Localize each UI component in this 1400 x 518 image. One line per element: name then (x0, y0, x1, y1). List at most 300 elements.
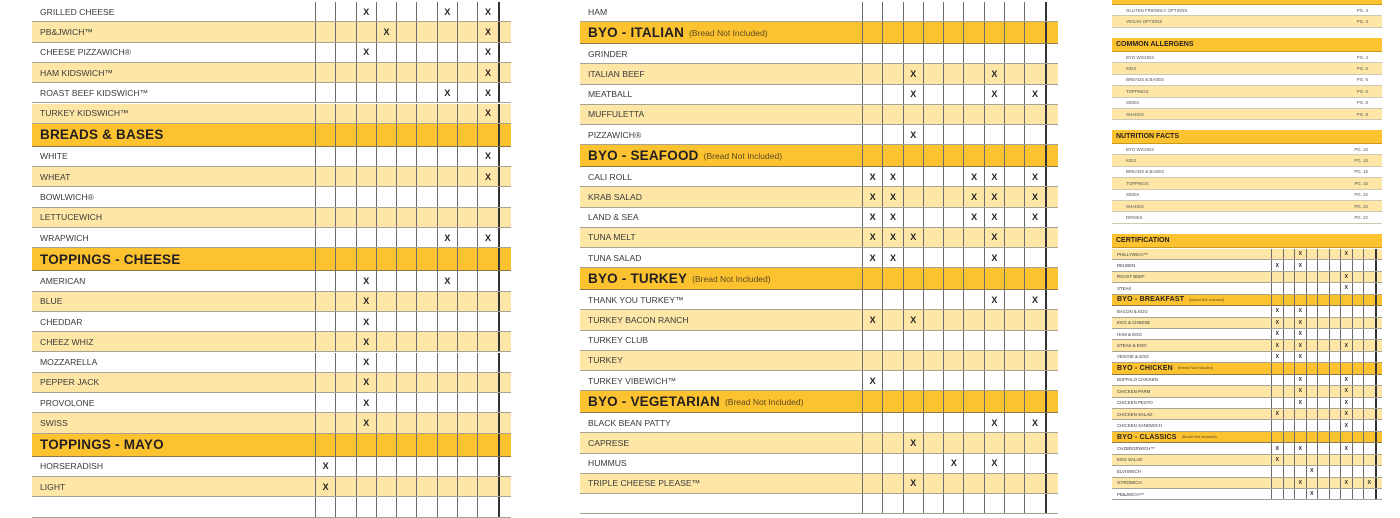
allergen-cell (335, 248, 355, 270)
allergen-cell (903, 145, 923, 166)
allergen-cell (498, 228, 511, 247)
allergen-cell (356, 332, 376, 351)
allergen-cell (315, 477, 335, 496)
allergen-cell (1329, 432, 1341, 443)
allergen-cell (923, 105, 943, 124)
allergen-cell (963, 371, 983, 390)
allergen-cell (416, 2, 436, 21)
allergen-cell (1024, 64, 1044, 83)
allergen-cell (376, 124, 396, 146)
allergen-cell (376, 2, 396, 21)
allergen-cell (1329, 409, 1341, 419)
allergen-cell (923, 44, 943, 63)
allergen-cell (1024, 331, 1044, 350)
allergen-cell (356, 83, 376, 102)
allergen-cell (1045, 208, 1058, 227)
allergen-cell (477, 393, 497, 412)
allergen-cell (1375, 340, 1383, 350)
allergen-cell (1340, 318, 1352, 328)
table-row (32, 187, 511, 207)
allergen-cell (862, 22, 882, 43)
table-row (32, 457, 511, 477)
allergen-cell (437, 393, 457, 412)
item-name: BLACK BEAN PATTY (588, 417, 671, 428)
allergen-cell (1363, 386, 1375, 396)
allergen-cell (963, 494, 983, 513)
allergen-cell (437, 292, 457, 311)
allergen-cell (1004, 391, 1024, 412)
section-title-cell (580, 391, 862, 412)
section-header-row (580, 22, 1058, 44)
allergen-cell (315, 208, 335, 227)
allergen-cell (943, 413, 963, 432)
allergen-cell (437, 271, 457, 290)
allergen-cell (1024, 371, 1044, 390)
allergen-cell (1283, 260, 1295, 270)
allergen-cell (1317, 455, 1329, 465)
item-name: PHILLYWICH™ (1117, 251, 1148, 257)
allergen-cell (862, 125, 882, 144)
allergen-cell (903, 2, 923, 21)
allergen-cell (1294, 489, 1306, 499)
allergen-cell (1024, 187, 1044, 206)
toc-link[interactable] (1112, 109, 1382, 120)
allergen-cell (943, 371, 963, 390)
allergen-cell (416, 43, 436, 62)
allergen-cell (1352, 489, 1364, 499)
allergen-cell (1375, 283, 1383, 293)
toc-link-label: KIDS (1126, 158, 1137, 164)
allergen-cell (963, 290, 983, 309)
allergen-cell (882, 2, 902, 21)
allergen-cell (1004, 413, 1024, 432)
allergen-cell (943, 331, 963, 350)
allergen-cell (1283, 306, 1295, 316)
allergen-cell (376, 271, 396, 290)
allergen-cell (1294, 340, 1306, 350)
table-row (1112, 398, 1382, 409)
allergen-cell (943, 391, 963, 412)
allergen-cell (1363, 455, 1375, 465)
allergen-cell (315, 167, 335, 186)
allergen-cell (437, 208, 457, 227)
allergen-cell (923, 248, 943, 267)
item-name: LETTUCEWICH (40, 212, 103, 223)
allergen-mark: X (910, 68, 917, 79)
allergen-cell (1363, 295, 1375, 306)
allergen-mark: X (889, 252, 896, 263)
allergen-cell (1363, 443, 1375, 453)
allergen-cell (963, 125, 983, 144)
allergen-cell (1283, 466, 1295, 476)
allergen-cell (1306, 340, 1318, 350)
allergen-cell (437, 434, 457, 456)
allergen-cell (1329, 352, 1341, 362)
section-title: BYO - SEAFOOD (588, 148, 699, 164)
allergen-cell (903, 208, 923, 227)
allergen-cell (923, 351, 943, 370)
allergen-cell (416, 477, 436, 496)
item-name: TURKEY BACON RANCH (588, 314, 689, 325)
allergen-cell (1004, 44, 1024, 63)
allergen-cell (335, 63, 355, 82)
toc-link[interactable] (1112, 5, 1382, 16)
allergen-cell (923, 290, 943, 309)
allergen-cell (1283, 478, 1295, 488)
allergen-cell (903, 331, 923, 350)
allergen-cell (882, 351, 902, 370)
allergen-mark: X (1298, 479, 1302, 486)
allergen-mark: X (971, 212, 978, 223)
allergen-cell (984, 268, 1004, 289)
allergen-cell (315, 2, 335, 21)
allergen-cell (416, 353, 436, 372)
table-row (580, 433, 1058, 453)
allergen-cell (882, 22, 902, 43)
allergen-cell (376, 413, 396, 432)
section-title: BYO - VEGETARIAN (588, 394, 720, 410)
allergen-cell (315, 147, 335, 166)
table-row (580, 290, 1058, 310)
allergen-cell (1329, 363, 1341, 374)
allergen-cell (477, 312, 497, 331)
allergen-cell (376, 83, 396, 102)
allergen-mark: X (1032, 191, 1039, 202)
allergen-cell (984, 22, 1004, 43)
allergen-mark: X (322, 481, 329, 492)
allergen-cell (356, 63, 376, 82)
allergen-mark: X (991, 232, 998, 243)
toc-link[interactable] (1112, 144, 1382, 155)
allergen-cell (1271, 272, 1283, 282)
allergen-cell (1363, 420, 1375, 430)
allergen-cell (376, 248, 396, 270)
allergen-cell (1375, 352, 1383, 362)
allergen-cell (1283, 375, 1295, 385)
allergen-cell (335, 271, 355, 290)
table-row (580, 351, 1058, 371)
allergen-cell (1294, 466, 1306, 476)
table-row (1112, 306, 1382, 317)
allergen-cell (1045, 22, 1058, 43)
allergen-cell (882, 290, 902, 309)
allergen-cell (984, 64, 1004, 83)
section-title-cell (32, 248, 315, 270)
toc-link-page: PG. 3 (1356, 19, 1368, 25)
allergen-cell (437, 248, 457, 270)
allergen-cell (1271, 306, 1283, 316)
allergen-cell (1024, 268, 1044, 289)
allergen-mark: X (444, 6, 451, 17)
allergen-cell (1340, 329, 1352, 339)
allergen-mark: X (1032, 212, 1039, 223)
item-name: LIGHT (40, 481, 66, 492)
allergen-cell (376, 434, 396, 456)
allergen-cell (335, 104, 355, 123)
table-row (1112, 375, 1382, 386)
allergen-cell (335, 2, 355, 21)
allergen-cell (1317, 329, 1329, 339)
table-row (580, 331, 1058, 351)
allergen-cell (1340, 386, 1352, 396)
allergen-cell (903, 187, 923, 206)
allergen-cell (903, 85, 923, 104)
section-title: BYO - CLASSICS (1117, 433, 1177, 441)
allergen-cell (963, 268, 983, 289)
allergen-cell (903, 248, 923, 267)
allergen-cell (1306, 466, 1318, 476)
allergen-cell (1004, 331, 1024, 350)
toc-link-page: PG. 15 (1354, 180, 1368, 186)
allergen-cell (335, 187, 355, 206)
allergen-cell (943, 433, 963, 452)
allergen-cell (923, 125, 943, 144)
allergen-cell (984, 187, 1004, 206)
allergen-cell (1004, 208, 1024, 227)
allergen-cell (1024, 248, 1044, 267)
allergen-cell (396, 413, 416, 432)
allergen-cell (498, 63, 511, 82)
allergen-cell (477, 63, 497, 82)
toc-link-label: SIDES (1126, 100, 1140, 106)
allergen-cell (1329, 260, 1341, 270)
section-note: (Bread Not Included) (692, 273, 771, 284)
allergen-cell (1352, 443, 1364, 453)
allergen-cell (1004, 22, 1024, 43)
allergen-cell (1024, 22, 1044, 43)
allergen-cell (1317, 443, 1329, 453)
table-row (1112, 409, 1382, 420)
allergen-cell (437, 228, 457, 247)
allergen-cell (943, 248, 963, 267)
allergen-cell (963, 64, 983, 83)
allergen-cell (1045, 125, 1058, 144)
table-row (1112, 283, 1382, 294)
allergen-cell (923, 474, 943, 493)
item-name (580, 494, 862, 513)
allergen-cell (1340, 283, 1352, 293)
item-name: CHEEZ WHIZ (40, 336, 94, 347)
table-row (32, 373, 511, 393)
toc-link[interactable] (1112, 190, 1382, 201)
allergen-mark: X (991, 171, 998, 182)
allergen-cell (396, 104, 416, 123)
allergen-cell (882, 145, 902, 166)
allergen-cell (356, 292, 376, 311)
allergen-cell (376, 312, 396, 331)
allergen-cell (1375, 318, 1383, 328)
allergen-cell (882, 105, 902, 124)
allergen-cell (1294, 398, 1306, 408)
table-row (32, 2, 511, 22)
allergen-cell (335, 353, 355, 372)
allergen-cell (1329, 420, 1341, 430)
allergen-cell (457, 104, 477, 123)
allergen-cell (1375, 443, 1383, 453)
allergen-cell (1283, 386, 1295, 396)
allergen-cell (903, 413, 923, 432)
item-name: REUBEN (1117, 263, 1136, 269)
allergen-mark: X (363, 397, 370, 408)
allergen-cell (963, 413, 983, 432)
toc-link[interactable] (1112, 63, 1382, 74)
allergen-cell (356, 393, 376, 412)
allergen-cell (903, 371, 923, 390)
section-note: (Bread Not Included) (703, 150, 783, 161)
allergen-cell (903, 310, 923, 329)
allergen-cell (335, 457, 355, 476)
item-name: CHICKEN PESTO (1117, 400, 1153, 406)
allergen-cell (1317, 260, 1329, 270)
toc-link-label: GLUTEN FRIENDLY OPTIONS (1126, 7, 1188, 13)
toc-link[interactable] (1112, 52, 1382, 63)
toc-link[interactable] (1112, 155, 1382, 166)
toc-link-label: BREADS & BASES (1126, 169, 1165, 175)
allergen-cell (1024, 125, 1044, 144)
allergen-cell (457, 208, 477, 227)
allergen-cell (1375, 409, 1383, 419)
allergen-cell (923, 268, 943, 289)
allergen-cell (1340, 249, 1352, 259)
toc-link[interactable] (1112, 75, 1382, 86)
allergen-cell (1045, 167, 1058, 186)
section-note: (Bread Not Included) (1189, 297, 1225, 302)
allergen-cell (1375, 478, 1383, 488)
allergen-cell (1340, 295, 1352, 306)
allergen-cell (943, 208, 963, 227)
allergen-cell (457, 167, 477, 186)
allergen-mark: X (869, 171, 876, 182)
allergen-cell (1271, 489, 1283, 499)
allergen-cell (882, 167, 902, 186)
allergen-cell (1375, 489, 1383, 499)
table-row (1112, 420, 1382, 431)
allergen-cell (356, 434, 376, 456)
toc-link[interactable] (1112, 167, 1382, 178)
item-name: TRIPLE CHEESE PLEASE™ (588, 478, 701, 489)
allergen-cell (882, 44, 902, 63)
allergen-cell (477, 104, 497, 123)
allergen-cell (984, 105, 1004, 124)
allergen-cell (923, 371, 943, 390)
toc-link[interactable] (1112, 16, 1382, 27)
allergen-mark: X (1298, 331, 1302, 338)
toc-link[interactable] (1112, 98, 1382, 109)
allergen-cell (1340, 443, 1352, 453)
allergen-mark: X (1275, 456, 1279, 463)
toc-link[interactable] (1112, 201, 1382, 212)
allergen-cell (437, 353, 457, 372)
allergen-cell (1317, 306, 1329, 316)
allergen-cell (396, 208, 416, 227)
allergen-mark: X (889, 212, 896, 223)
section-title-cell (32, 124, 315, 146)
allergen-cell (416, 104, 436, 123)
allergen-cell (862, 208, 882, 227)
allergen-cell (1271, 318, 1283, 328)
allergen-mark: X (991, 294, 998, 305)
allergen-cell (882, 187, 902, 206)
allergen-mark: X (1344, 399, 1348, 406)
allergen-cell (356, 208, 376, 227)
allergen-cell (1317, 352, 1329, 362)
item-name: LAND & SEA (588, 212, 639, 223)
allergen-cell (1329, 466, 1341, 476)
allergen-cell (498, 83, 511, 102)
allergen-cell (1045, 187, 1058, 206)
toc-link[interactable] (1112, 86, 1382, 97)
allergen-cell (1045, 228, 1058, 247)
allergen-cell (498, 124, 511, 146)
allergen-cell (416, 83, 436, 102)
allergen-cell (315, 332, 335, 351)
allergen-cell (963, 105, 983, 124)
allergen-cell (1375, 386, 1383, 396)
allergen-mark: X (1298, 376, 1302, 383)
allergen-cell (882, 208, 902, 227)
allergen-cell (923, 85, 943, 104)
allergen-cell (1363, 283, 1375, 293)
allergen-cell (1306, 455, 1318, 465)
allergen-cell (1283, 443, 1295, 453)
item-name: HAM KIDSWICH™ (40, 67, 114, 78)
allergen-cell (882, 413, 902, 432)
allergen-cell (315, 187, 335, 206)
allergen-cell (923, 228, 943, 247)
allergen-cell (315, 457, 335, 476)
allergen-cell (1352, 260, 1364, 270)
table-row (1112, 478, 1382, 489)
toc-link[interactable] (1112, 178, 1382, 189)
toc-link-page: PG. 15 (1354, 169, 1368, 175)
allergen-cell (396, 22, 416, 41)
allergen-cell (457, 332, 477, 351)
allergen-cell (963, 454, 983, 473)
allergen-cell (437, 332, 457, 351)
item-name: TURKEY KIDSWICH™ (40, 108, 129, 119)
allergen-cell (984, 228, 1004, 247)
allergen-cell (1340, 455, 1352, 465)
allergen-cell (1271, 283, 1283, 293)
allergen-cell (356, 353, 376, 372)
allergen-cell (984, 331, 1004, 350)
allergen-cell (1352, 420, 1364, 430)
allergen-cell (477, 457, 497, 476)
allergen-cell (1004, 454, 1024, 473)
allergen-cell (416, 332, 436, 351)
allergen-cell (416, 393, 436, 412)
allergen-cell (963, 331, 983, 350)
allergen-cell (1004, 105, 1024, 124)
table-row (580, 454, 1058, 474)
allergen-mark: X (1310, 468, 1314, 475)
allergen-cell (1283, 295, 1295, 306)
allergen-cell (1045, 413, 1058, 432)
table-row (32, 43, 511, 63)
allergen-mark: X (971, 171, 978, 182)
allergen-cell (416, 271, 436, 290)
allergen-mark: X (869, 232, 876, 243)
allergen-cell (356, 271, 376, 290)
allergen-cell (396, 124, 416, 146)
allergen-mark: X (1298, 251, 1302, 258)
allergen-cell (335, 147, 355, 166)
allergen-cell (437, 477, 457, 496)
allergen-cell (1045, 391, 1058, 412)
toc-link[interactable] (1112, 212, 1382, 223)
allergen-cell (882, 268, 902, 289)
allergen-cell (1045, 248, 1058, 267)
